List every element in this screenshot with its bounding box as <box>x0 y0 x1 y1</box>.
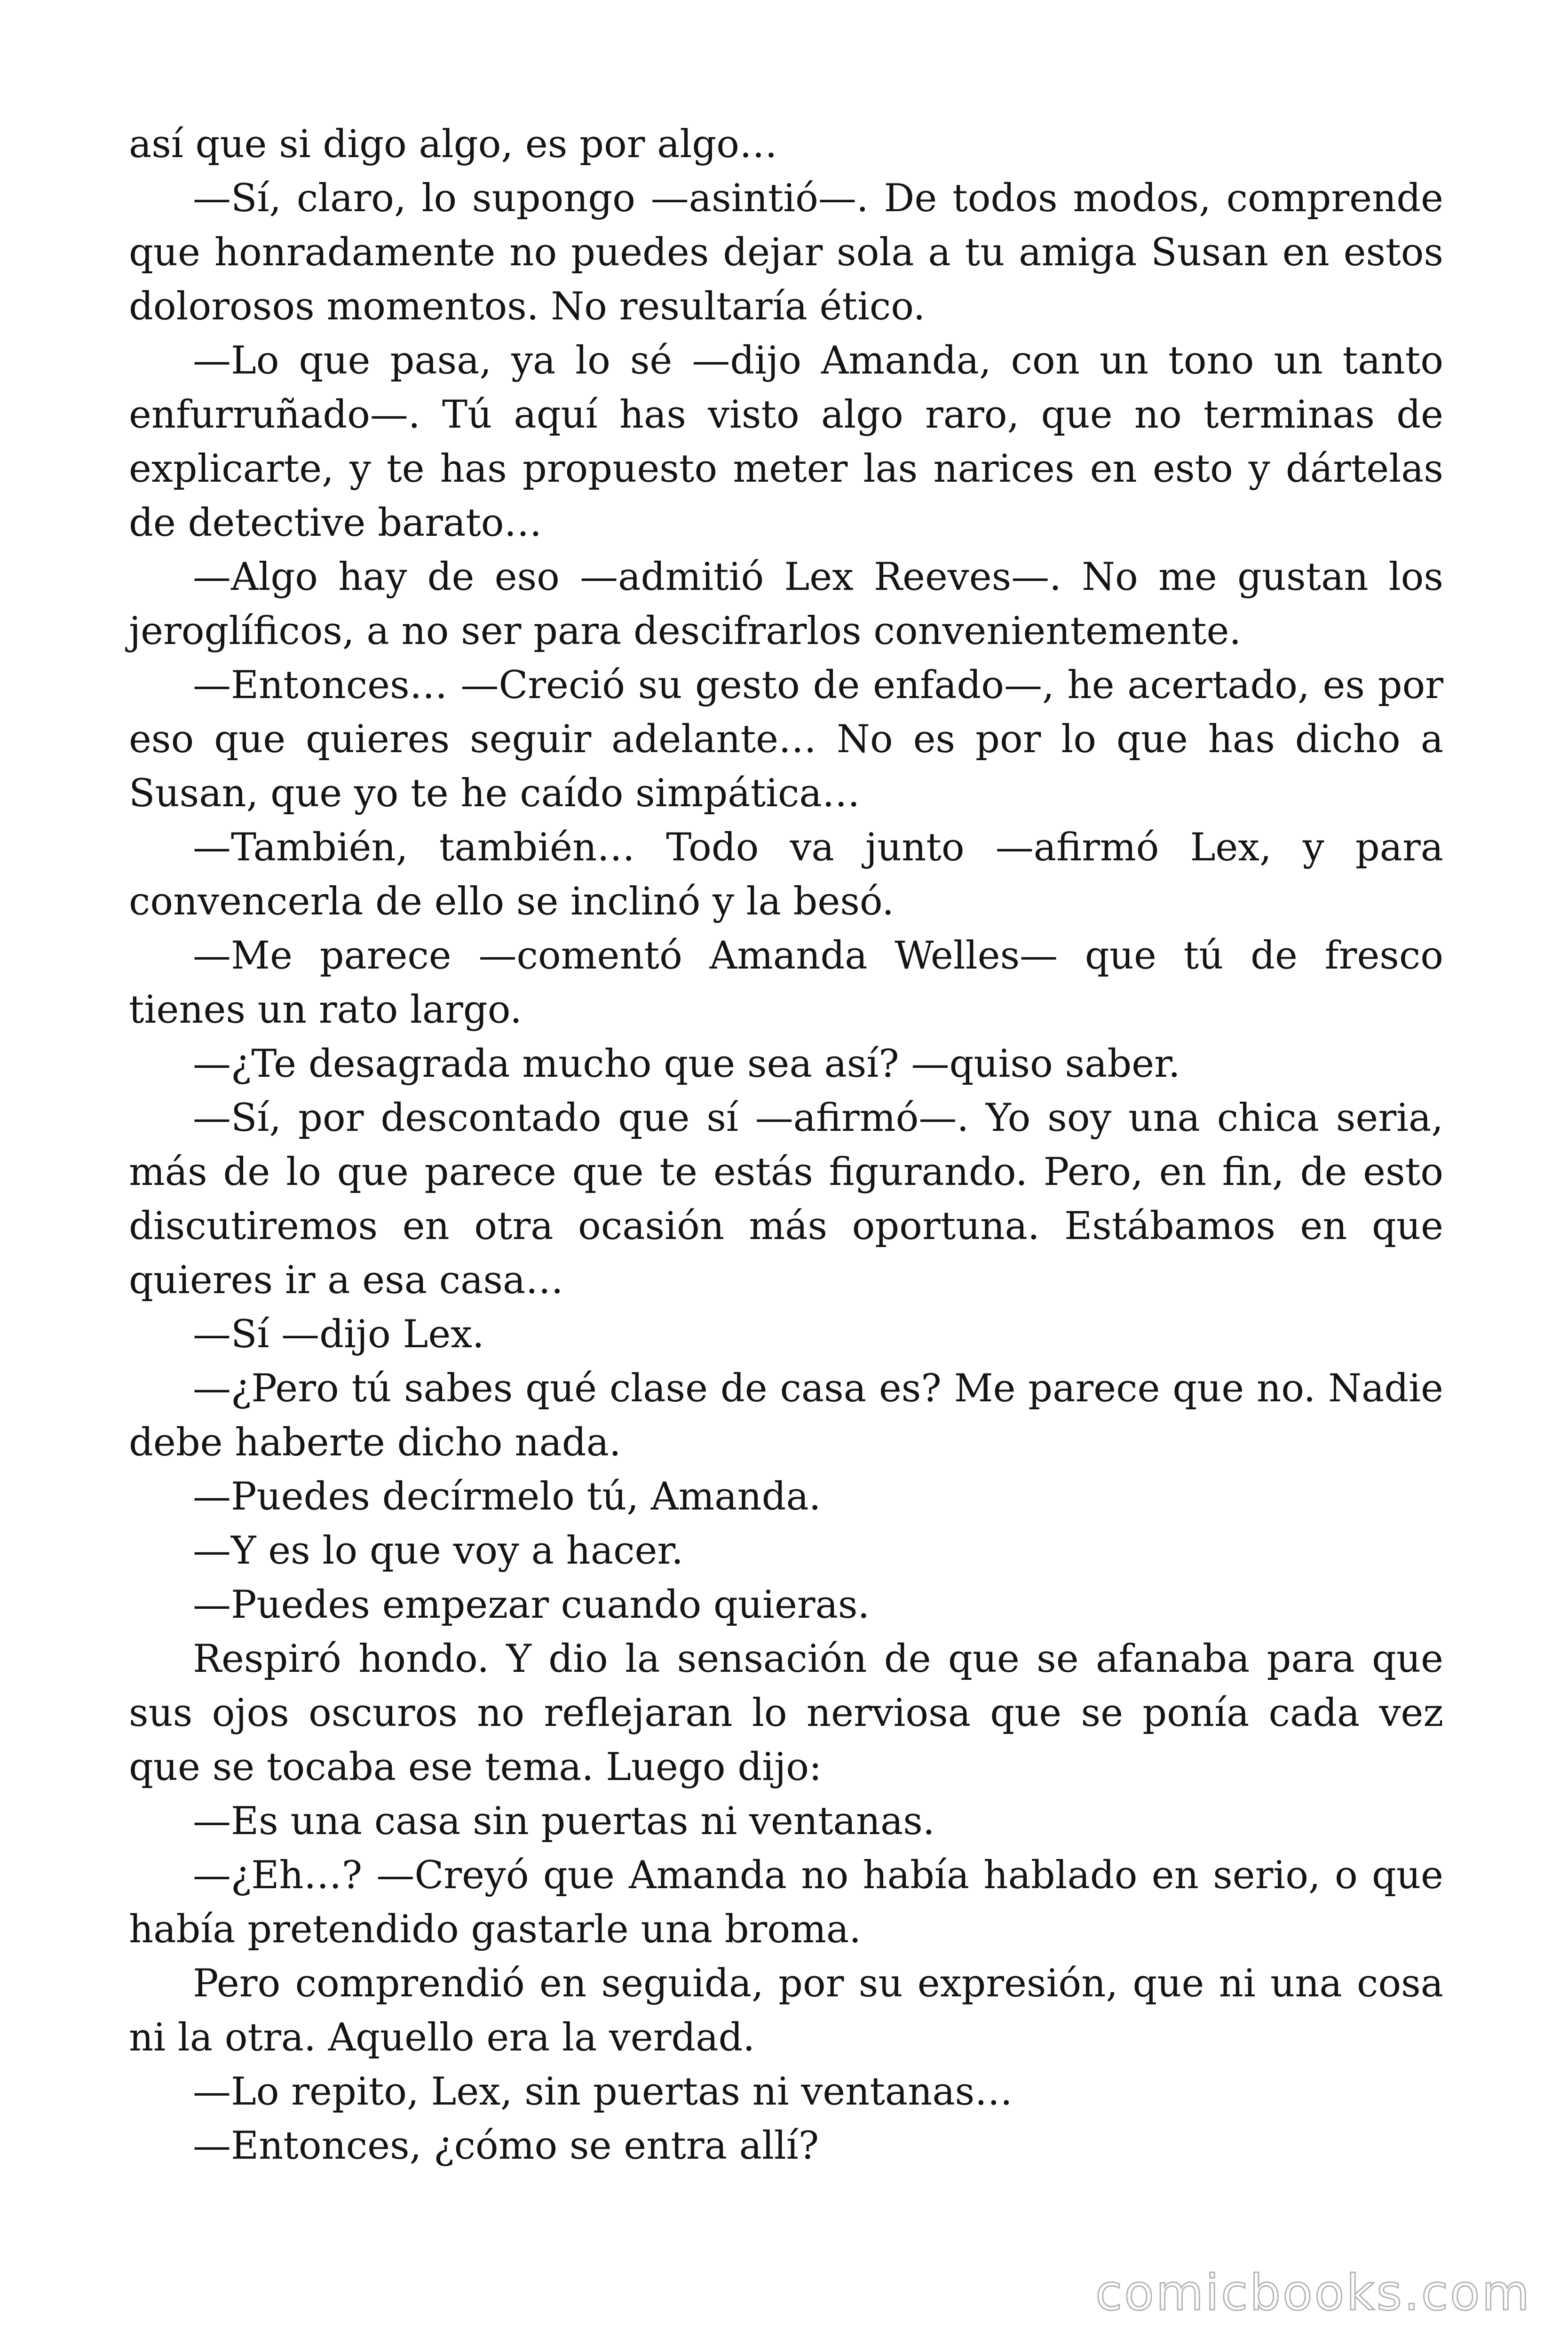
paragraph-20: —Entonces, ¿cómo se entra allí? <box>193 2124 819 2168</box>
paragraph-10: —Sí —dijo Lex. <box>193 1312 484 1357</box>
paragraph-14: —Puedes empezar cuando quieras. <box>193 1583 870 1627</box>
paragraph-6: —También, también… Todo va junto —afirmó Lex, y para convencerla de ello se inclinó y la besó. <box>129 826 1443 924</box>
paragraph-9: —Sí, por descontado que sí —afirmó—. Yo soy una chica seria, más de lo que parece que te estás figurando. Pero, en fin, de esto discutiremos en otra ocasión más oportuna. Estábamos en que quieres ir a esa casa… <box>129 1096 1443 1303</box>
paragraph-8: —¿Te desagrada mucho que sea así? —quiso saber. <box>193 1042 1180 1086</box>
paragraph-5: —Entonces… —Creció su gesto de enfado—, he acertado, es por eso que quieres seguir adelante… No es por lo que has dicho a Susan, que yo te he caído simpática… <box>129 663 1443 816</box>
paragraph-19: —Lo repito, Lex, sin puertas ni ventanas… <box>193 2070 1013 2114</box>
paragraph-7: —Me parece —comentó Amanda Welles— que tú de fresco tienes un rato largo. <box>129 934 1443 1032</box>
paragraph-17: —¿Eh…? —Creyó que Amanda no había hablado en serio, o que había pretendido gastarle una broma. <box>129 1853 1443 1952</box>
page-body <box>129 118 1443 2173</box>
paragraph-13: —Y es lo que voy a hacer. <box>193 1529 683 1573</box>
paragraph-1: así que si digo algo, es por algo… <box>129 122 778 167</box>
paragraph-2: —Sí, claro, lo supongo —asintió—. De todos modos, comprende que honradamente no puedes dejar sola a tu amiga Susan en estos dolorosos momentos. No resultaría ético. <box>129 176 1443 329</box>
paragraph-15: Respiró hondo. Y dio la sensación de que se afanaba para que sus ojos oscuros no reflejaran lo nerviosa que se ponía cada vez que se tocaba ese tema. Luego dijo: <box>129 1637 1443 1789</box>
paragraph-4: —Algo hay de eso —admitió Lex Reeves—. No me gustan los jeroglíficos, a no ser para descifrarlos convenientemente. <box>129 555 1443 653</box>
paragraph-3: —Lo que pasa, ya lo sé —dijo Amanda, con un tono un tanto enfurruñado—. Tú aquí has visto algo raro, que no terminas de explicarte, y te has propuesto meter las narices en esto y dártelas de detective barato… <box>129 339 1443 545</box>
watermark: comicbooks.com <box>1095 2264 1531 2321</box>
paragraph-11: —¿Pero tú sabes qué clase de casa es? Me parece que no. Nadie debe haberte dicho nada. <box>129 1367 1443 1465</box>
paragraph-12: —Puedes decírmelo tú, Amanda. <box>193 1475 821 1519</box>
paragraph-16: —Es una casa sin puertas ni ventanas. <box>193 1799 935 1843</box>
paragraph-18: Pero comprendió en seguida, por su expresión, que ni una cosa ni la otra. Aquello era la verdad. <box>129 1962 1443 2060</box>
